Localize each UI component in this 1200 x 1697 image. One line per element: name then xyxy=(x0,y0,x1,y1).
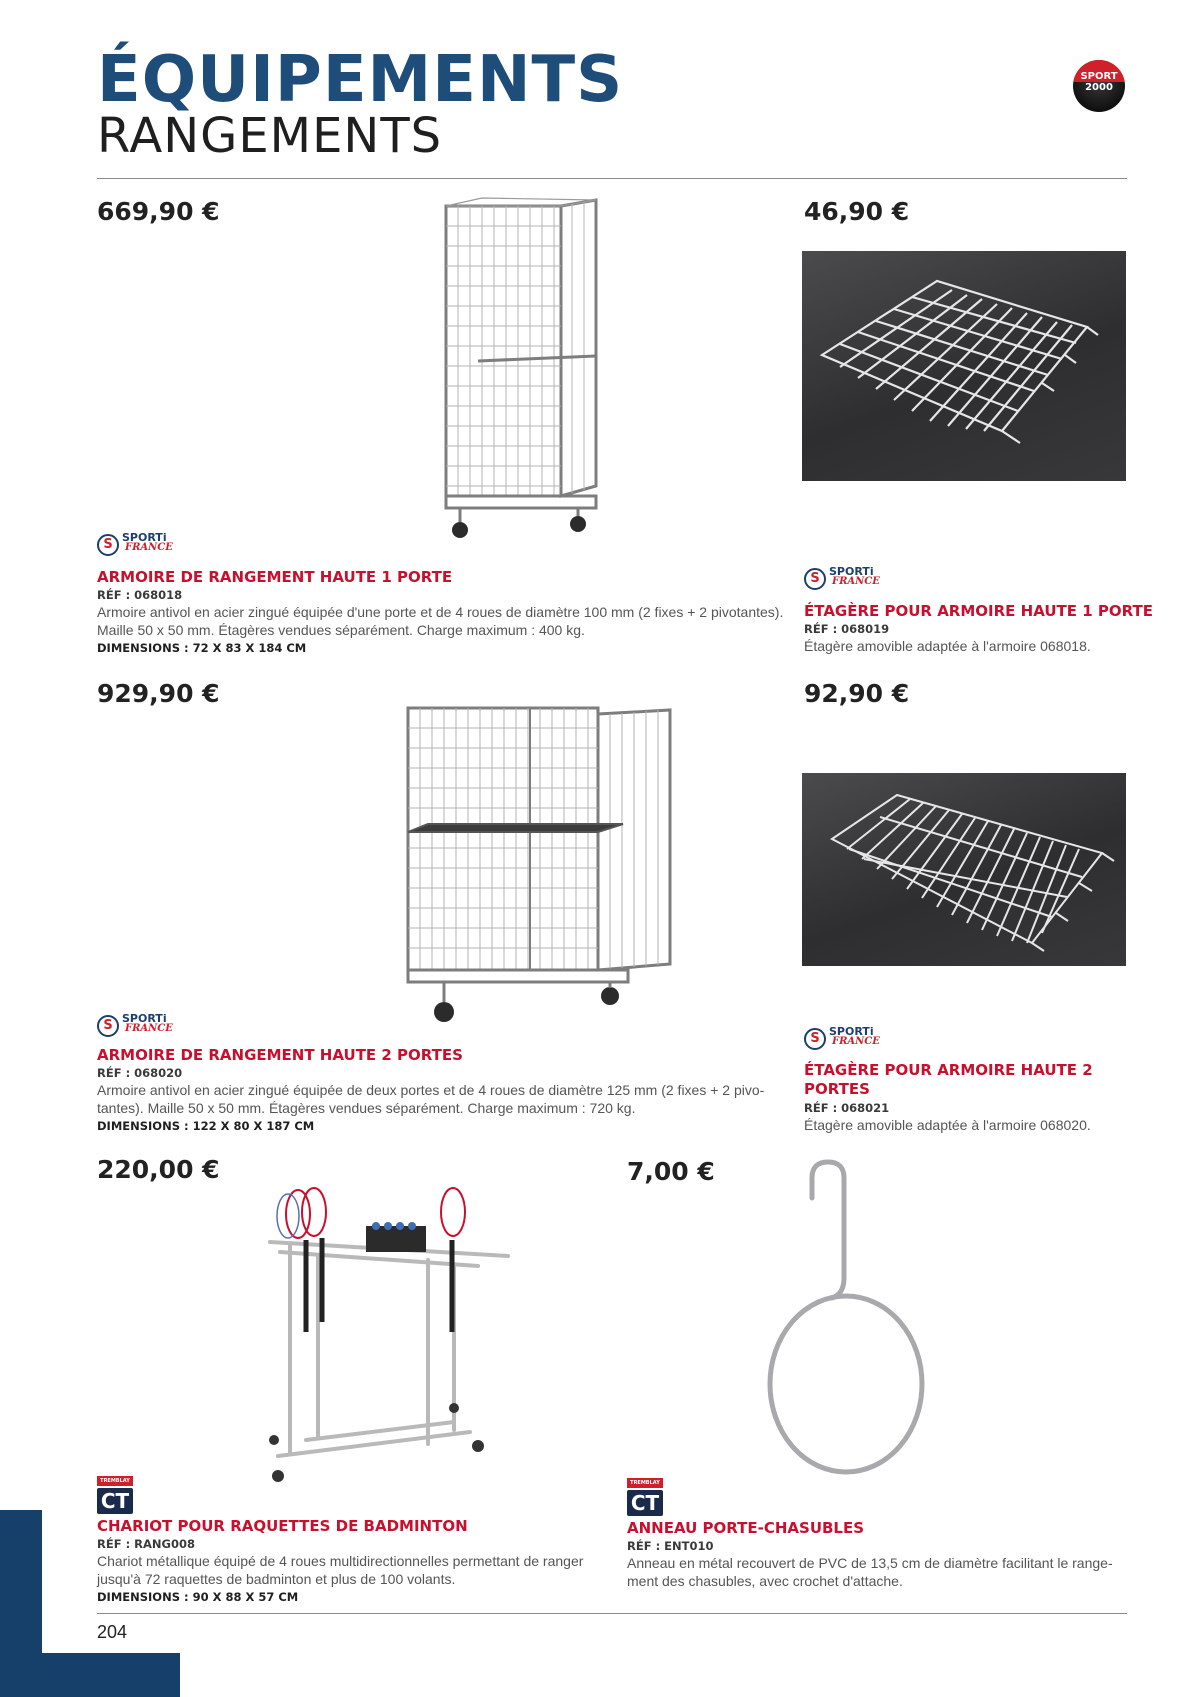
sport-france-logo-line1: SPORTi xyxy=(122,531,167,544)
product-ref: RÉF : ENT010 xyxy=(627,1539,714,1553)
product-dimensions: DIMENSIONS : 72 X 83 X 184 CM xyxy=(97,641,307,655)
sport-france-logo-line1: SPORTi xyxy=(829,565,874,578)
ct-logo xyxy=(97,1476,133,1514)
description-line: tantes). Maille 50 x 50 mm. Étagères vendues séparément. Charge maximum : 720 kg. xyxy=(97,1100,636,1116)
page-subtitle: RANGEMENTS xyxy=(97,108,443,164)
product-price: 669,90 € xyxy=(97,197,220,226)
product-ref: RÉF : 068018 xyxy=(97,588,183,602)
product-description xyxy=(627,1554,1127,1590)
brand-logo-line1: SPORT xyxy=(1080,71,1118,82)
bib-ring-photo xyxy=(760,1158,940,1478)
sport-france-logo xyxy=(97,1013,177,1039)
sport-france-logo-line2: FRANCE xyxy=(832,576,880,587)
cabinet-2-doors-photo xyxy=(398,702,680,1027)
ct-logo-mark: CT xyxy=(627,1490,663,1516)
product-description xyxy=(97,1081,797,1117)
product-title: ARMOIRE DE RANGEMENT HAUTE 2 PORTES xyxy=(97,1046,463,1064)
product-dimensions: DIMENSIONS : 122 X 80 X 187 CM xyxy=(97,1119,315,1133)
sport-france-logo xyxy=(97,532,177,558)
ct-logo xyxy=(627,1478,663,1516)
cabinet-1-door-photo xyxy=(438,196,608,546)
product-description xyxy=(97,1552,617,1588)
description-line: Anneau en métal recouvert de PVC de 13,5 cm de diamètre facilitant le range- xyxy=(627,1555,1113,1571)
sport-france-logo-line2: FRANCE xyxy=(125,1023,173,1034)
description-line: Chariot métallique équipé de 4 roues multidirectionnelles permettant de ranger xyxy=(97,1553,584,1569)
product-price: 7,00 € xyxy=(627,1157,715,1186)
description-line: Armoire antivol en acier zingué équipée de deux portes et de 4 roues de diamètre 125 mm (2 fixes + 2 pivo- xyxy=(97,1082,765,1098)
sport-france-logo xyxy=(804,1026,884,1052)
product-ref: RÉF : 068019 xyxy=(804,622,890,636)
shelf-1-door-photo xyxy=(802,251,1126,481)
description-line: Armoire antivol en acier zingué équipée d'une porte et de 4 roues de diamètre 100 mm (2 fixes + 2 pivotantes). xyxy=(97,604,784,620)
product-price: 220,00 € xyxy=(97,1155,220,1184)
sport-france-logo-mark: S xyxy=(97,1015,119,1037)
description-line: Étagère amovible adaptée à l'armoire 068018. xyxy=(804,638,1091,654)
sport-france-logo-mark: S xyxy=(804,568,826,590)
page-bottom-bar xyxy=(0,1653,180,1697)
product-ref: RÉF : RANG008 xyxy=(97,1537,195,1551)
product-title: ARMOIRE DE RANGEMENT HAUTE 1 PORTE xyxy=(97,568,453,586)
product-title-line: ÉTAGÈRE POUR ARMOIRE HAUTE 2 xyxy=(804,1061,1093,1079)
sport-france-logo-mark: S xyxy=(97,534,119,556)
description-line: ment des chasubles, avec crochet d'attache. xyxy=(627,1573,903,1589)
header-divider xyxy=(97,178,1127,179)
page-number: 204 xyxy=(97,1622,128,1642)
sport2000-logo xyxy=(1073,60,1125,112)
ct-logo-tag: TREMBLAY xyxy=(97,1476,133,1486)
description-line: Étagère amovible adaptée à l'armoire 068020. xyxy=(804,1117,1091,1133)
description-line: jusqu'à 72 raquettes de badminton et plus de 100 volants. xyxy=(97,1571,456,1587)
page-title: ÉQUIPEMENTS xyxy=(97,43,624,117)
product-description xyxy=(804,1116,1124,1134)
sport-france-logo-line1: SPORTi xyxy=(122,1012,167,1025)
sport-france-logo-mark: S xyxy=(804,1028,826,1050)
product-description xyxy=(804,637,1124,655)
description-line: Maille 50 x 50 mm. Étagères vendues séparément. Charge maximum : 400 kg. xyxy=(97,622,585,638)
product-description xyxy=(97,603,797,639)
product-title: CHARIOT POUR RAQUETTES DE BADMINTON xyxy=(97,1517,468,1535)
product-title-line: PORTES xyxy=(804,1080,870,1098)
product-ref: RÉF : 068021 xyxy=(804,1101,890,1115)
brand-logo-line2: 2000 xyxy=(1085,82,1113,93)
badminton-cart-photo xyxy=(258,1182,510,1490)
sport-france-logo-line1: SPORTi xyxy=(829,1025,874,1038)
ct-logo-tag: TREMBLAY xyxy=(627,1478,663,1488)
product-ref: RÉF : 068020 xyxy=(97,1066,183,1080)
product-title: ANNEAU PORTE-CHASUBLES xyxy=(627,1519,865,1537)
product-price: 92,90 € xyxy=(804,679,910,708)
footer-divider xyxy=(97,1613,1127,1614)
product-price: 929,90 € xyxy=(97,679,220,708)
shelf-2-doors-photo xyxy=(802,773,1126,966)
product-price: 46,90 € xyxy=(804,197,910,226)
sport-france-logo-line2: FRANCE xyxy=(832,1036,880,1047)
sport-france-logo xyxy=(804,566,884,592)
product-dimensions: DIMENSIONS : 90 X 88 X 57 CM xyxy=(97,1590,299,1604)
ct-logo-mark: CT xyxy=(97,1488,133,1514)
product-title xyxy=(804,1061,1124,1099)
sport-france-logo-line2: FRANCE xyxy=(125,542,173,553)
product-title: ÉTAGÈRE POUR ARMOIRE HAUTE 1 PORTE xyxy=(804,602,1153,620)
